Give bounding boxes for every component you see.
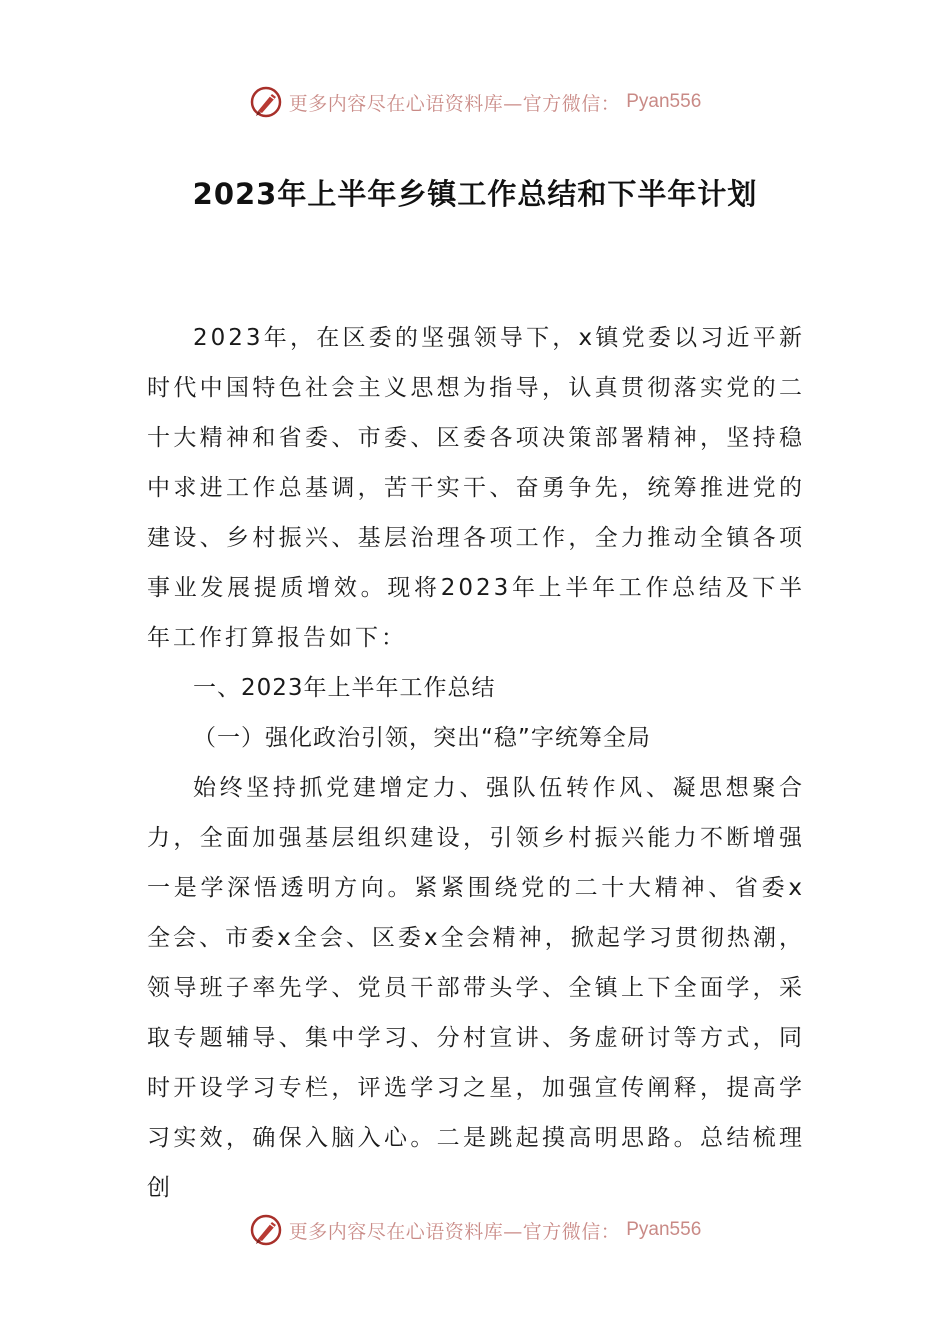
watermark-text: 更多内容尽在心语资料库—官方微信： bbox=[288, 1220, 621, 1243]
watermark-footer bbox=[0, 1210, 950, 1250]
pen-logo-icon bbox=[249, 1213, 283, 1247]
intro-paragraph: 2023年，在区委的坚强领导下，x镇党委以习近平新时代中国特色社会主义思想为指导，认真贯彻落实党的二十大精神和省委、市委、区委各项决策部署精神，坚持稳中求进工作总基调，苦干实干、奋勇争先，统筹推进党的建设、乡村振兴、基层治理各项工作，全力推动全镇各项事业发展提质增效。现将2023年上半年工作总结及下半年工作打算报告如下： bbox=[147, 325, 805, 651]
watermark-text: 更多内容尽在心语资料库—官方微信： bbox=[288, 92, 621, 115]
document-body bbox=[147, 313, 805, 1213]
section-heading: 一、2023年上半年工作总结 bbox=[193, 675, 496, 701]
pen-logo-icon bbox=[249, 85, 283, 119]
watermark-wechat-id: Pyan556 bbox=[626, 91, 702, 112]
watermark-wechat-id: Pyan556 bbox=[626, 1219, 702, 1240]
subsection-heading: （一）强化政治引领，突出“稳”字统筹全局 bbox=[193, 725, 651, 751]
watermark-header bbox=[0, 82, 950, 122]
body-paragraph: 始终坚持抓党建增定力、强队伍转作风、凝思想聚合力，全面加强基层组织建设，引领乡村振兴能力不断增强一是学深悟透明方向。紧紧围绕党的二十大精神、省委x全会、市委x全会、区委x全会精神，掀起学习贯彻热潮，领导班子率先学、党员干部带头学、全镇上下全面学，采取专题辅导、集中学习、分村宣讲、务虚研讨等方式，同时开设学习专栏，评选学习之星，加强宣传阐释，提高学习实效，确保入脑入心。二是跳起摸高明思路。总结梳理创 bbox=[147, 775, 805, 1201]
document-title: 2023年上半年乡镇工作总结和下半年计划 bbox=[192, 177, 758, 211]
